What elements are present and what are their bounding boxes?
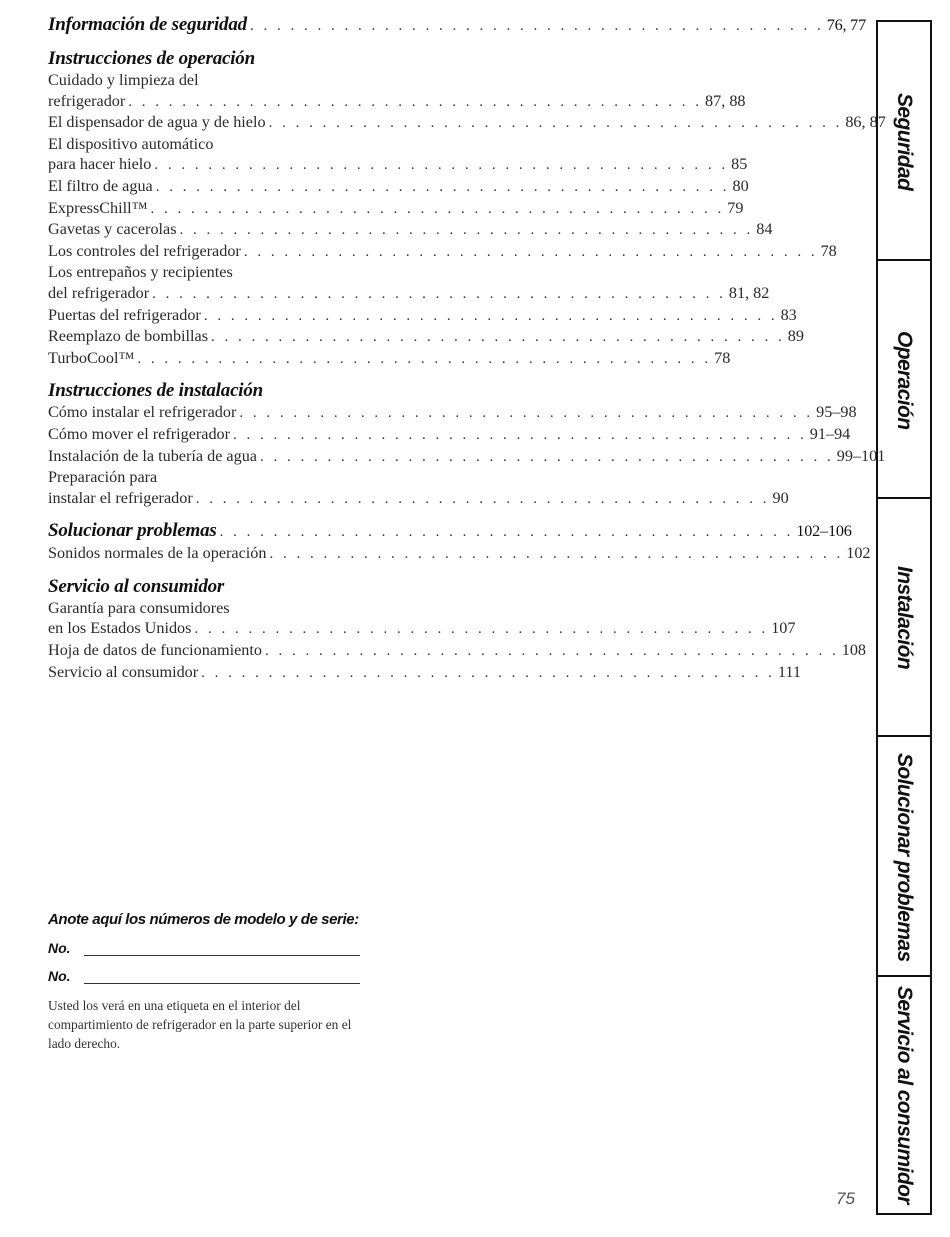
toc-section-heading — [48, 380, 353, 402]
toc-entry — [48, 618, 796, 640]
section-tab-label: Solucionar problemas — [893, 752, 916, 962]
toc-leader-dots: . . . . . . . . . . . . . . . . . . . . . . . . . . . . . . . . . . . . . . . . . . . — [201, 664, 775, 681]
toc-entry-label: Garantía para consumidores — [48, 598, 230, 617]
toc-entry — [48, 241, 837, 263]
toc-entry — [48, 662, 801, 684]
toc-page-ref: 78 — [714, 348, 731, 367]
toc-entry — [48, 424, 851, 446]
toc-page-ref: 84 — [756, 220, 773, 239]
section-tabs — [876, 20, 932, 1215]
toc-heading-label: Instrucciones de operación — [48, 48, 255, 69]
toc-section — [48, 520, 871, 565]
toc-entry-label: El filtro de agua — [48, 176, 153, 195]
toc-leader-dots: . . . . . . . . . . . . . . . . . . . . . . . . . . . . . . . . . . . . . . . . . . . — [179, 222, 754, 239]
toc-page-ref: 99–101 — [836, 446, 886, 465]
serial-number-blank — [84, 969, 360, 984]
toc-entry — [48, 598, 353, 619]
toc-entry-label: para hacer hielo — [48, 155, 152, 174]
section-tab-label: Operación — [893, 330, 916, 430]
toc-entry — [48, 446, 886, 468]
page-number: 75 — [836, 1189, 855, 1208]
toc-entry — [48, 543, 871, 565]
toc-entry-label: instalar el refrigerador — [48, 488, 193, 507]
toc-entry-label: Gavetas y cacerolas — [48, 220, 177, 239]
toc-entry — [48, 640, 867, 662]
toc-entry — [48, 467, 353, 488]
toc-entry-label: Puertas del refrigerador — [48, 305, 201, 324]
toc-entry — [48, 154, 748, 176]
toc-section — [48, 380, 886, 509]
toc-page-ref: 76, 77 — [826, 16, 866, 34]
toc-leader-dots: . . . . . . . . . . . . . . . . . . . . . . . . . . . . . . . . . . . . . . . . . . . — [128, 93, 703, 110]
toc-leader-dots: . . . . . . . . . . . . . . . . . . . . . . . . . . . . . . . . . . . . . . . . . . . — [219, 524, 794, 541]
toc-leader-dots: . . . . . . . . . . . . . . . . . . . . . . . . . . . . . . . . . . . . . . . . . . . — [154, 157, 729, 174]
toc-entry-label: El dispensador de agua y de hielo — [48, 113, 266, 132]
toc-entry-label: Reemplazo de bombillas — [48, 327, 209, 346]
toc-leader-dots: . . . . . . . . . . . . . . . . . . . . . . . . . . . . . . . . . . . . . . . . . . . — [195, 490, 770, 507]
toc-heading-label: Información de seguridad — [48, 14, 247, 35]
toc-entry — [48, 112, 886, 134]
toc-section — [48, 48, 886, 369]
toc-leader-dots: . . . . . . . . . . . . . . . . . . . . . . . . . . . . . . . . . . . . . . . . . . . — [233, 426, 807, 443]
toc-leader-dots: . . . . . . . . . . . . . . . . . . . . . . . . . . . . . . . . . . . . . . . . . . . — [150, 200, 725, 217]
toc-heading-label: Instrucciones de instalación — [48, 380, 264, 402]
toc-entry-label: Los controles del refrigerador — [48, 241, 241, 260]
model-serial-record — [48, 911, 360, 1053]
toc-entry — [48, 488, 789, 510]
toc-entry-label: refrigerador — [48, 91, 126, 110]
model-number-label: No. — [48, 940, 71, 956]
serial-number-row — [48, 968, 360, 984]
section-tab[interactable] — [878, 261, 930, 499]
toc-page-ref: 95–98 — [816, 403, 857, 422]
toc-page-ref: 102 — [846, 544, 871, 563]
toc-entry — [48, 198, 744, 220]
toc-entry-label: TurboCool™ — [48, 348, 135, 367]
toc-section — [48, 14, 866, 37]
toc-entry-label: Cómo instalar el refrigerador — [48, 403, 237, 422]
toc-page-ref: 83 — [780, 305, 797, 324]
toc-entry — [48, 326, 804, 348]
toc-entry — [48, 262, 353, 283]
toc-section-heading — [48, 48, 353, 70]
toc-page-ref: 85 — [731, 155, 748, 174]
toc-page-ref: 87, 88 — [705, 91, 746, 110]
toc-entry — [48, 91, 746, 113]
section-tab[interactable] — [878, 977, 930, 1213]
toc-entry — [48, 70, 353, 91]
toc-entry — [48, 176, 749, 198]
toc-page-ref: 78 — [820, 241, 837, 260]
toc-entry — [48, 219, 773, 241]
toc-page-ref: 79 — [727, 198, 744, 217]
table-of-contents — [48, 14, 886, 694]
section-tab-label: Instalación — [893, 566, 916, 670]
toc-leader-dots: . . . . . . . . . . . . . . . . . . . . . . . . . . . . . . . . . . . . . . . . . . . — [269, 546, 844, 563]
toc-page-ref: 108 — [841, 641, 867, 660]
section-tab[interactable] — [878, 22, 930, 261]
section-tab-label: Seguridad — [893, 92, 916, 191]
toc-entry — [48, 283, 770, 305]
toc-section — [48, 575, 867, 683]
toc-entry-label: Instalación de la tubería de agua — [48, 446, 257, 465]
toc-heading-label: Servicio al consumidor — [48, 575, 225, 597]
toc-page-ref: 107 — [771, 619, 796, 638]
toc-leader-dots: . . . . . . . . . . . . . . . . . . . . . . . . . . . . . . . . . . . . . . . . . . . — [268, 115, 843, 132]
toc-page-ref: 80 — [732, 176, 749, 195]
toc-leader-dots: . . . . . . . . . . . . . . . . . . . . . . . . . . . . . . . . . . . . . . . . . . . — [239, 405, 814, 422]
toc-page-ref: 89 — [787, 327, 804, 346]
toc-leader-dots: . . . . . . . . . . . . . . . . . . . . . . . . . . . . . . . . . . . . . . . . . . . — [243, 243, 818, 260]
toc-heading-label: Solucionar problemas — [48, 520, 217, 542]
toc-leader-dots: . . . . . . . . . . . . . . . . . . . . . . . . . . . . . . . . . . . . . . . . . . . — [264, 643, 839, 660]
toc-page-ref: 91–94 — [809, 424, 851, 443]
section-tab[interactable] — [878, 499, 930, 737]
toc-entry-label: Preparación para — [48, 468, 158, 487]
serial-number-label: No. — [48, 968, 71, 984]
toc-leader-dots: . . . . . . . . . . . . . . . . . . . . . . . . . . . . . . . . . . . . . . . . . . . — [211, 329, 785, 346]
toc-entry-label: Los entrepaños y recipientes — [48, 263, 233, 282]
toc-entry-label: El dispositivo automático — [48, 134, 214, 153]
toc-entry-label: Hoja de datos de funcionamiento — [48, 641, 262, 660]
toc-section-heading — [48, 520, 852, 543]
toc-entry — [48, 402, 857, 424]
toc-entry-label: del refrigerador — [48, 283, 150, 302]
toc-entry-label: Cuidado y limpieza del — [48, 71, 199, 89]
toc-section-heading — [48, 576, 353, 598]
section-tab-label: Servicio al consumidor — [893, 986, 916, 1204]
model-number-blank — [84, 941, 360, 956]
record-title: Anote aquí los números de modelo y de serie: — [48, 911, 359, 928]
toc-page-ref: 81, 82 — [728, 283, 770, 302]
toc-entry — [48, 305, 797, 327]
toc-page-ref: 86, 87 — [845, 113, 886, 132]
section-tab[interactable] — [878, 737, 930, 977]
toc-entry — [48, 134, 353, 155]
toc-entry-label: Sonidos normales de la operación — [48, 544, 267, 563]
record-note: Usted los verá en una etiqueta en el interior del compartimiento de refrigerador en la parte superior en el lado derecho. — [48, 998, 352, 1051]
toc-leader-dots: . . . . . . . . . . . . . . . . . . . . . . . . . . . . . . . . . . . . . . . . . . . — [155, 178, 730, 195]
toc-entry-label: Servicio al consumidor — [48, 662, 199, 681]
toc-entry-label: Cómo mover el refrigerador — [48, 424, 231, 443]
toc-entry-label: en los Estados Unidos — [48, 619, 192, 638]
toc-leader-dots: . . . . . . . . . . . . . . . . . . . . . . . . . . . . . . . . . . . . . . . . . . . — [194, 621, 769, 638]
toc-section-heading — [48, 14, 866, 37]
toc-page-ref: 111 — [777, 662, 801, 681]
toc-leader-dots: . . . . . . . . . . . . . . . . . . . . . . . . . . . . . . . . . . . . . . . . . . . — [203, 307, 778, 324]
toc-entry — [48, 348, 731, 370]
toc-entry-label: ExpressChill™ — [48, 198, 148, 217]
toc-leader-dots: . . . . . . . . . . . . . . . . . . . . . . . . . . . . . . . . . . . . . . . . . . . — [260, 448, 834, 465]
toc-leader-dots: . . . . . . . . . . . . . . . . . . . . . . . . . . . . . . . . . . . . . . . . . . . — [137, 350, 712, 367]
toc-leader-dots: . . . . . . . . . . . . . . . . . . . . . . . . . . . . . . . . . . . . . . . . . . . — [249, 18, 824, 34]
toc-leader-dots: . . . . . . . . . . . . . . . . . . . . . . . . . . . . . . . . . . . . . . . . . . . — [152, 285, 726, 302]
toc-page-ref: 102–106 — [796, 522, 852, 541]
model-number-row — [48, 940, 360, 956]
toc-page-ref: 90 — [772, 488, 789, 507]
